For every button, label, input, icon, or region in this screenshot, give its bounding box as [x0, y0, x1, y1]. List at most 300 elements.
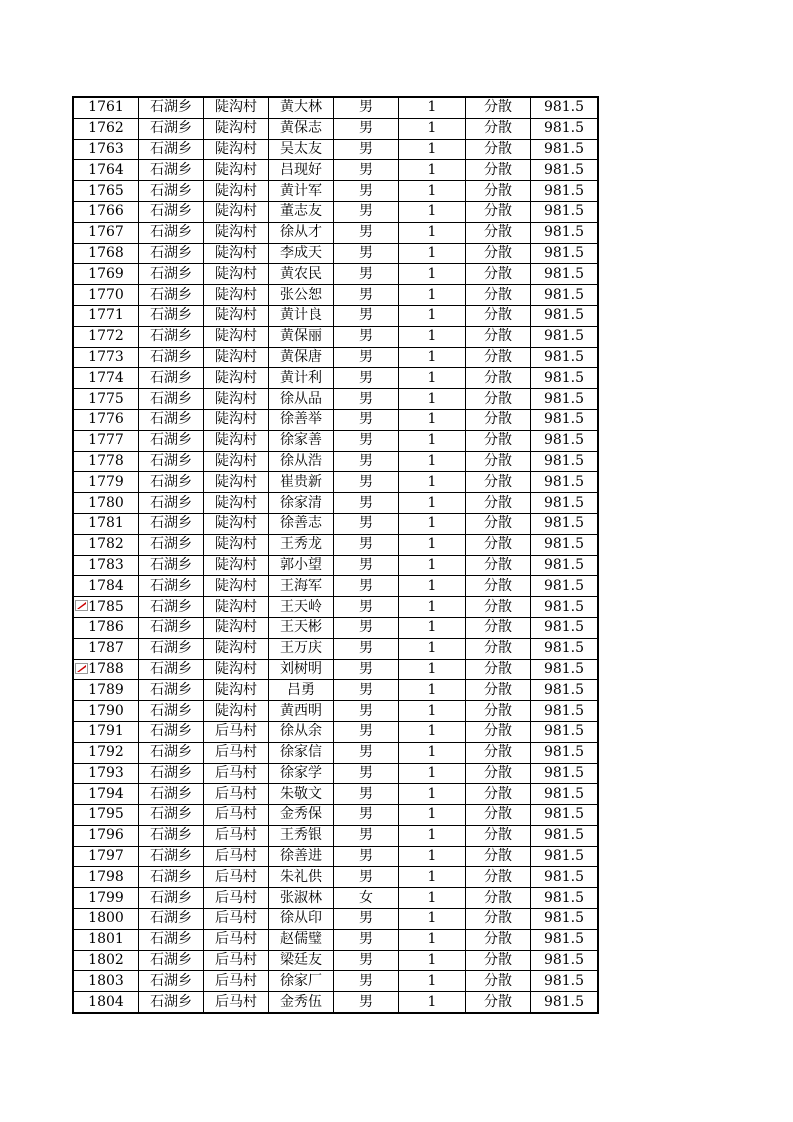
cell-name: 徐从才: [269, 222, 334, 243]
cell-township: 石湖乡: [139, 285, 204, 306]
cell-gender: 男: [334, 701, 399, 722]
cell-amount: 981.5: [531, 784, 599, 805]
cell-township: 石湖乡: [139, 950, 204, 971]
cell-gender: 男: [334, 721, 399, 742]
cell-amount: 981.5: [531, 617, 599, 638]
cell-serial-number: [73, 264, 139, 285]
cell-name: 徐家善: [269, 430, 334, 451]
cell-quantity: 1: [399, 513, 466, 534]
serial-number-text: 1799: [88, 889, 124, 906]
serial-number-text: 1781: [88, 515, 124, 532]
cell-gender: 男: [334, 597, 399, 618]
cell-amount: 981.5: [531, 201, 599, 222]
cell-village: 陡沟村: [204, 97, 269, 118]
cell-amount: 981.5: [531, 389, 599, 410]
cell-amount: 981.5: [531, 742, 599, 763]
cell-serial-number: [73, 825, 139, 846]
cell-name: 黄农民: [269, 264, 334, 285]
cell-support-type: 分散: [466, 264, 531, 285]
cell-township: 石湖乡: [139, 430, 204, 451]
cell-support-type: 分散: [466, 680, 531, 701]
cell-serial-number: [73, 181, 139, 202]
cell-village: 陡沟村: [204, 181, 269, 202]
cell-quantity: 1: [399, 264, 466, 285]
cell-serial-number: [73, 513, 139, 534]
cell-name: 黄计利: [269, 368, 334, 389]
cell-quantity: 1: [399, 243, 466, 264]
cell-amount: 981.5: [531, 971, 599, 992]
cell-amount: 981.5: [531, 597, 599, 618]
table-row: [73, 430, 598, 451]
cell-support-type: 分散: [466, 909, 531, 930]
cell-quantity: 1: [399, 617, 466, 638]
table-row: [73, 909, 598, 930]
cell-amount: 981.5: [531, 763, 599, 784]
serial-number-text: 1769: [88, 265, 124, 282]
cell-quantity: 1: [399, 742, 466, 763]
cell-village: 陡沟村: [204, 347, 269, 368]
cell-village: 后马村: [204, 888, 269, 909]
cell-township: 石湖乡: [139, 139, 204, 160]
cell-gender: 男: [334, 389, 399, 410]
cell-quantity: 1: [399, 430, 466, 451]
cell-serial-number: [73, 888, 139, 909]
serial-number-text: 1786: [88, 619, 124, 636]
cell-name: 徐从品: [269, 389, 334, 410]
cell-serial-number: [73, 950, 139, 971]
serial-number-text: 1782: [88, 536, 124, 553]
cell-village: 陡沟村: [204, 472, 269, 493]
cell-quantity: 1: [399, 909, 466, 930]
cell-village: 陡沟村: [204, 576, 269, 597]
cell-township: 石湖乡: [139, 451, 204, 472]
cell-gender: 男: [334, 846, 399, 867]
cell-name: 黄大林: [269, 97, 334, 118]
table-row: [73, 659, 598, 680]
cell-gender: 男: [334, 555, 399, 576]
cell-gender: 男: [334, 451, 399, 472]
cell-support-type: 分散: [466, 97, 531, 118]
serial-number-text: 1800: [88, 910, 124, 927]
cell-gender: 男: [334, 659, 399, 680]
cell-quantity: 1: [399, 201, 466, 222]
cell-gender: 男: [334, 992, 399, 1013]
cell-township: 石湖乡: [139, 846, 204, 867]
cell-township: 石湖乡: [139, 680, 204, 701]
table-row: [73, 368, 598, 389]
cell-gender: 男: [334, 825, 399, 846]
cell-serial-number: [73, 867, 139, 888]
cell-quantity: 1: [399, 326, 466, 347]
cell-quantity: 1: [399, 409, 466, 430]
cell-serial-number: [73, 721, 139, 742]
cell-village: 陡沟村: [204, 617, 269, 638]
cell-quantity: 1: [399, 534, 466, 555]
cell-name: 张公恕: [269, 285, 334, 306]
cell-name: 黄保志: [269, 118, 334, 139]
cell-quantity: 1: [399, 805, 466, 826]
cell-quantity: 1: [399, 451, 466, 472]
cell-serial-number: [73, 451, 139, 472]
cell-township: 石湖乡: [139, 472, 204, 493]
cell-quantity: 1: [399, 971, 466, 992]
cell-gender: 男: [334, 243, 399, 264]
serial-number-text: 1785: [88, 598, 124, 615]
table-row: [73, 825, 598, 846]
cell-amount: 981.5: [531, 493, 599, 514]
cell-village: 后马村: [204, 929, 269, 950]
cell-quantity: 1: [399, 181, 466, 202]
cell-village: 后马村: [204, 971, 269, 992]
cell-serial-number: [73, 617, 139, 638]
cell-support-type: 分散: [466, 201, 531, 222]
cell-support-type: 分散: [466, 472, 531, 493]
cell-village: 陡沟村: [204, 659, 269, 680]
cell-amount: 981.5: [531, 825, 599, 846]
cell-village: 陡沟村: [204, 701, 269, 722]
cell-serial-number: [73, 659, 139, 680]
table-row: [73, 347, 598, 368]
cell-amount: 981.5: [531, 867, 599, 888]
cell-amount: 981.5: [531, 888, 599, 909]
cell-village: 后马村: [204, 742, 269, 763]
cell-quantity: 1: [399, 950, 466, 971]
serial-number-text: 1790: [88, 702, 124, 719]
cell-support-type: 分散: [466, 805, 531, 826]
cell-amount: 981.5: [531, 534, 599, 555]
cell-name: 徐家清: [269, 493, 334, 514]
cell-village: 陡沟村: [204, 680, 269, 701]
cell-village: 后马村: [204, 805, 269, 826]
cell-township: 石湖乡: [139, 784, 204, 805]
table-row: [73, 160, 598, 181]
cell-support-type: 分散: [466, 181, 531, 202]
serial-number-text: 1771: [88, 307, 124, 324]
cell-name: 黄保唐: [269, 347, 334, 368]
cell-gender: 男: [334, 285, 399, 306]
cell-amount: 981.5: [531, 638, 599, 659]
cell-village: 陡沟村: [204, 534, 269, 555]
cell-gender: 男: [334, 576, 399, 597]
cell-quantity: 1: [399, 305, 466, 326]
cell-gender: 男: [334, 513, 399, 534]
cell-amount: 981.5: [531, 576, 599, 597]
cell-quantity: 1: [399, 118, 466, 139]
serial-number-text: 1776: [88, 411, 124, 428]
cell-support-type: 分散: [466, 326, 531, 347]
serial-number-text: 1770: [88, 286, 124, 303]
table-row: [73, 513, 598, 534]
cell-support-type: 分散: [466, 617, 531, 638]
serial-number-text: 1768: [88, 244, 124, 261]
cell-name: 黄计良: [269, 305, 334, 326]
cell-township: 石湖乡: [139, 992, 204, 1013]
cell-village: 陡沟村: [204, 493, 269, 514]
cell-gender: 男: [334, 638, 399, 659]
cell-support-type: 分散: [466, 950, 531, 971]
table-row: [73, 888, 598, 909]
cell-village: 陡沟村: [204, 597, 269, 618]
cell-support-type: 分散: [466, 555, 531, 576]
cell-support-type: 分散: [466, 243, 531, 264]
cell-serial-number: [73, 118, 139, 139]
cell-township: 石湖乡: [139, 118, 204, 139]
cell-village: 陡沟村: [204, 430, 269, 451]
table-row: [73, 784, 598, 805]
cell-gender: 男: [334, 181, 399, 202]
cell-quantity: 1: [399, 701, 466, 722]
cell-gender: 男: [334, 97, 399, 118]
cell-village: 陡沟村: [204, 201, 269, 222]
cell-name: 王秀银: [269, 825, 334, 846]
cell-quantity: 1: [399, 680, 466, 701]
serial-number-text: 1773: [88, 348, 124, 365]
serial-number-text: 1767: [88, 224, 124, 241]
cell-quantity: 1: [399, 222, 466, 243]
cell-name: 黄保丽: [269, 326, 334, 347]
serial-number-text: 1774: [88, 369, 124, 386]
cell-gender: 男: [334, 201, 399, 222]
cell-support-type: 分散: [466, 597, 531, 618]
serial-number-text: 1779: [88, 473, 124, 490]
cell-township: 石湖乡: [139, 513, 204, 534]
cell-village: 后马村: [204, 825, 269, 846]
serial-number-text: 1792: [88, 744, 124, 761]
cell-village: 后马村: [204, 763, 269, 784]
cell-township: 石湖乡: [139, 701, 204, 722]
cell-township: 石湖乡: [139, 389, 204, 410]
cell-name: 金秀伍: [269, 992, 334, 1013]
cell-gender: 男: [334, 909, 399, 930]
cell-support-type: 分散: [466, 430, 531, 451]
cell-serial-number: [73, 784, 139, 805]
cell-amount: 981.5: [531, 555, 599, 576]
cell-amount: 981.5: [531, 451, 599, 472]
cell-support-type: 分散: [466, 451, 531, 472]
comment-note-icon[interactable]: [75, 600, 88, 611]
cell-name: 徐从浩: [269, 451, 334, 472]
cell-serial-number: [73, 929, 139, 950]
cell-amount: 981.5: [531, 513, 599, 534]
cell-serial-number: [73, 534, 139, 555]
cell-name: 黄西明: [269, 701, 334, 722]
cell-village: 陡沟村: [204, 305, 269, 326]
cell-serial-number: [73, 576, 139, 597]
cell-serial-number: [73, 305, 139, 326]
cell-township: 石湖乡: [139, 326, 204, 347]
serial-number-text: 1778: [88, 452, 124, 469]
cell-gender: 男: [334, 139, 399, 160]
cell-name: 王秀龙: [269, 534, 334, 555]
cell-name: 李成天: [269, 243, 334, 264]
cell-serial-number: [73, 763, 139, 784]
cell-serial-number: [73, 160, 139, 181]
cell-township: 石湖乡: [139, 181, 204, 202]
cell-name: 吕现好: [269, 160, 334, 181]
cell-quantity: 1: [399, 97, 466, 118]
cell-serial-number: [73, 222, 139, 243]
cell-name: 王天岭: [269, 597, 334, 618]
cell-name: 王万庆: [269, 638, 334, 659]
cell-township: 石湖乡: [139, 555, 204, 576]
cell-township: 石湖乡: [139, 222, 204, 243]
cell-gender: 男: [334, 534, 399, 555]
cell-serial-number: [73, 992, 139, 1013]
cell-amount: 981.5: [531, 347, 599, 368]
cell-amount: 981.5: [531, 929, 599, 950]
cell-amount: 981.5: [531, 222, 599, 243]
cell-township: 石湖乡: [139, 264, 204, 285]
cell-gender: 男: [334, 222, 399, 243]
cell-gender: 男: [334, 264, 399, 285]
cell-name: 徐善志: [269, 513, 334, 534]
serial-number-text: 1788: [88, 660, 124, 677]
cell-support-type: 分散: [466, 222, 531, 243]
cell-support-type: 分散: [466, 305, 531, 326]
serial-number-text: 1762: [88, 120, 124, 137]
table-row: [73, 971, 598, 992]
cell-support-type: 分散: [466, 763, 531, 784]
cell-township: 石湖乡: [139, 867, 204, 888]
cell-quantity: 1: [399, 493, 466, 514]
cell-village: 陡沟村: [204, 118, 269, 139]
cell-quantity: 1: [399, 576, 466, 597]
cell-amount: 981.5: [531, 909, 599, 930]
table-row: [73, 597, 598, 618]
cell-serial-number: [73, 971, 139, 992]
serial-number-text: 1802: [88, 952, 124, 969]
cell-amount: 981.5: [531, 285, 599, 306]
cell-quantity: 1: [399, 888, 466, 909]
table-row: [73, 701, 598, 722]
cell-support-type: 分散: [466, 493, 531, 514]
serial-number-text: 1761: [88, 99, 124, 116]
cell-township: 石湖乡: [139, 929, 204, 950]
cell-amount: 981.5: [531, 430, 599, 451]
cell-gender: 男: [334, 430, 399, 451]
cell-amount: 981.5: [531, 701, 599, 722]
table-row: [73, 139, 598, 160]
cell-township: 石湖乡: [139, 97, 204, 118]
table-row: [73, 742, 598, 763]
cell-gender: 男: [334, 784, 399, 805]
cell-support-type: 分散: [466, 139, 531, 160]
cell-village: 后马村: [204, 721, 269, 742]
cell-amount: 981.5: [531, 243, 599, 264]
serial-number-text: 1791: [88, 723, 124, 740]
cell-serial-number: [73, 638, 139, 659]
cell-village: 陡沟村: [204, 409, 269, 430]
cell-township: 石湖乡: [139, 888, 204, 909]
cell-name: 黄计军: [269, 181, 334, 202]
cell-name: 徐家信: [269, 742, 334, 763]
cell-amount: 981.5: [531, 305, 599, 326]
cell-township: 石湖乡: [139, 243, 204, 264]
cell-township: 石湖乡: [139, 909, 204, 930]
table-row: [73, 493, 598, 514]
table-row: [73, 805, 598, 826]
cell-quantity: 1: [399, 929, 466, 950]
table-row: [73, 617, 598, 638]
cell-name: 朱敬文: [269, 784, 334, 805]
cell-name: 徐善进: [269, 846, 334, 867]
cell-quantity: 1: [399, 659, 466, 680]
cell-gender: 男: [334, 929, 399, 950]
cell-township: 石湖乡: [139, 763, 204, 784]
cell-township: 石湖乡: [139, 805, 204, 826]
serial-number-text: 1783: [88, 556, 124, 573]
serial-number-text: 1796: [88, 827, 124, 844]
cell-serial-number: [73, 347, 139, 368]
cell-quantity: 1: [399, 368, 466, 389]
cell-quantity: 1: [399, 721, 466, 742]
cell-gender: 女: [334, 888, 399, 909]
table-row: [73, 555, 598, 576]
table-row: [73, 929, 598, 950]
cell-amount: 981.5: [531, 659, 599, 680]
cell-amount: 981.5: [531, 118, 599, 139]
serial-number-text: 1789: [88, 681, 124, 698]
cell-support-type: 分散: [466, 992, 531, 1013]
table-row: [73, 576, 598, 597]
serial-number-text: 1784: [88, 577, 124, 594]
cell-serial-number: [73, 472, 139, 493]
cell-name: 王海军: [269, 576, 334, 597]
comment-note-icon[interactable]: [75, 663, 88, 674]
serial-number-text: 1787: [88, 640, 124, 657]
cell-township: 石湖乡: [139, 160, 204, 181]
cell-township: 石湖乡: [139, 597, 204, 618]
cell-township: 石湖乡: [139, 742, 204, 763]
cell-village: 陡沟村: [204, 222, 269, 243]
cell-village: 陡沟村: [204, 243, 269, 264]
cell-gender: 男: [334, 805, 399, 826]
table-row: [73, 222, 598, 243]
serial-number-text: 1777: [88, 432, 124, 449]
cell-amount: 981.5: [531, 139, 599, 160]
cell-quantity: 1: [399, 846, 466, 867]
cell-serial-number: [73, 805, 139, 826]
cell-name: 徐从余: [269, 721, 334, 742]
cell-amount: 981.5: [531, 160, 599, 181]
cell-amount: 981.5: [531, 264, 599, 285]
cell-amount: 981.5: [531, 846, 599, 867]
cell-support-type: 分散: [466, 701, 531, 722]
cell-serial-number: [73, 243, 139, 264]
table-row: [73, 950, 598, 971]
serial-number-text: 1765: [88, 182, 124, 199]
cell-name: 刘树明: [269, 659, 334, 680]
cell-amount: 981.5: [531, 992, 599, 1013]
cell-name: 张淑林: [269, 888, 334, 909]
cell-village: 陡沟村: [204, 264, 269, 285]
cell-serial-number: [73, 701, 139, 722]
cell-township: 石湖乡: [139, 493, 204, 514]
cell-quantity: 1: [399, 867, 466, 888]
serial-number-text: 1763: [88, 140, 124, 157]
cell-gender: 男: [334, 617, 399, 638]
cell-amount: 981.5: [531, 680, 599, 701]
cell-name: 金秀保: [269, 805, 334, 826]
cell-village: 后马村: [204, 950, 269, 971]
table-row: [73, 305, 598, 326]
cell-support-type: 分散: [466, 347, 531, 368]
cell-gender: 男: [334, 867, 399, 888]
cell-support-type: 分散: [466, 409, 531, 430]
serial-number-text: 1801: [88, 931, 124, 948]
cell-quantity: 1: [399, 763, 466, 784]
cell-gender: 男: [334, 347, 399, 368]
